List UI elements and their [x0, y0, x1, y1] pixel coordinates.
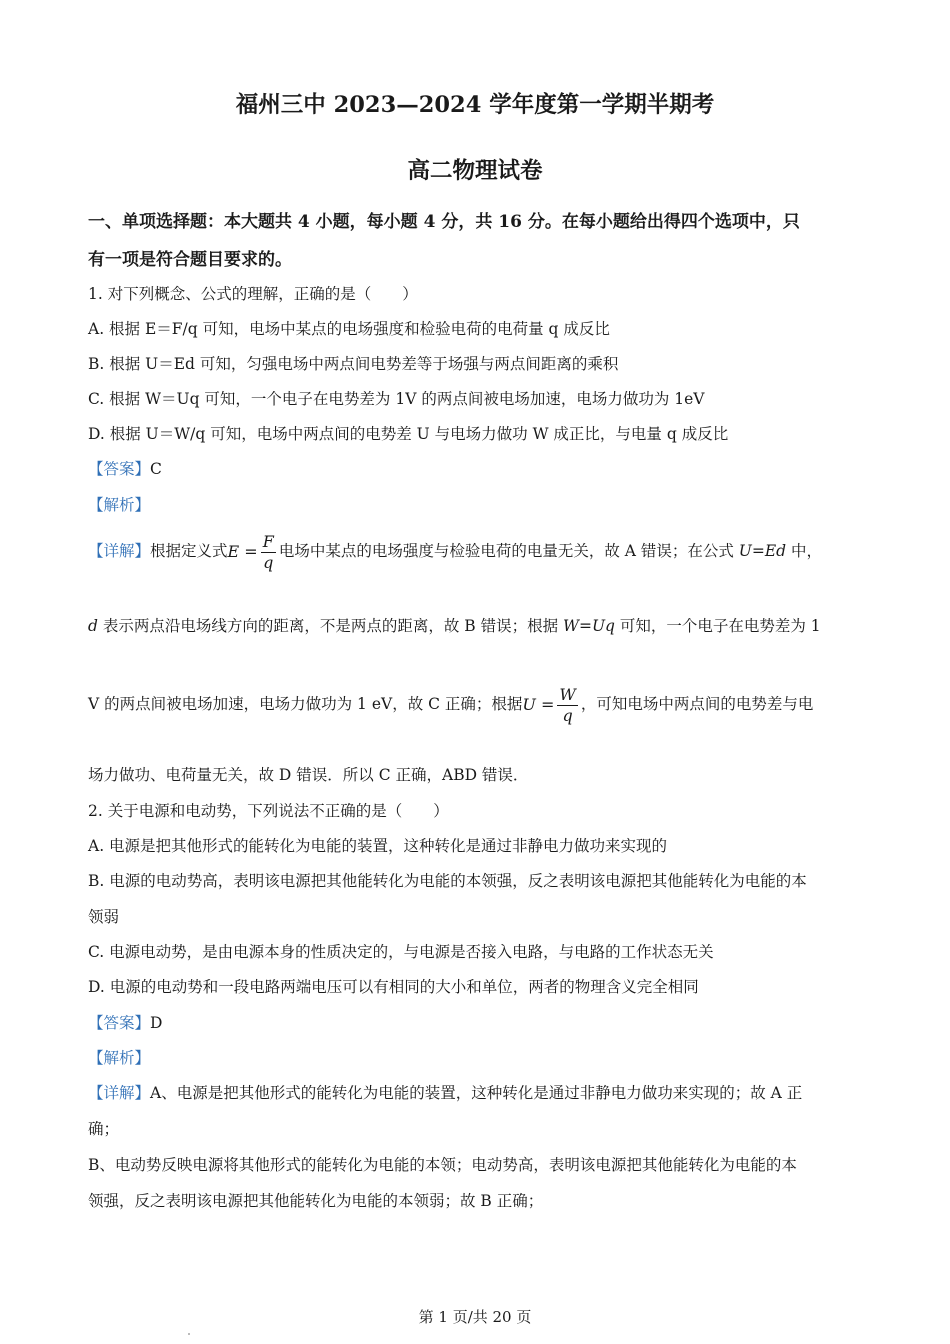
- formula-denominator: q: [263, 552, 274, 572]
- footer-mark: [188, 1333, 190, 1335]
- formula-denominator: q: [562, 705, 573, 725]
- q1-answer: [88, 458, 162, 480]
- formula-inline: d: [88, 617, 98, 635]
- formula-lhs: E =: [227, 542, 258, 561]
- section-heading-line1: 一、单项选择题：本大题共 4 小题，每小题 4 分，共 16 分。在每小题给出得四个选项中，只: [88, 212, 800, 232]
- detail-tag: 【详解】: [88, 1084, 151, 1102]
- answer-value: C: [150, 460, 162, 478]
- q2-detail-line2: 确；: [88, 1120, 120, 1138]
- q2-option-b-line2: 领弱: [88, 908, 120, 926]
- q2-analysis-tag: 【解析】: [88, 1049, 151, 1067]
- q2-detail-line4: 领强，反之表明该电源把其他能转化为电能的本领弱；故 B 正确；: [88, 1192, 544, 1210]
- formula-numerator: F: [262, 531, 274, 551]
- q1-detail-line2: [88, 615, 821, 637]
- q2-detail-line1: [88, 1082, 802, 1104]
- q2-answer: [88, 1012, 162, 1034]
- detail-text: 中，: [786, 542, 823, 560]
- detail-text: A、电源是把其他形式的能转化为电能的装置，这种转化是通过非静电力做功来实现的；故 A 正: [150, 1084, 803, 1102]
- exam-subtitle: 高二物理试卷: [407, 158, 543, 184]
- detail-text: ，可知电场中两点间的电势差与电: [580, 695, 814, 713]
- exam-title: 福州三中 2023—2024 学年度第一学期半期考: [235, 92, 715, 118]
- q1-detail-line3: [88, 683, 813, 726]
- q1-option-a: A. 根据 E＝F/q 可知，电场中某点的电场强度和检验电荷的电荷量 q 成反比: [88, 320, 610, 338]
- q2-stem: 2. 关于电源和电动势，下列说法不正确的是（ ）: [88, 802, 449, 820]
- formula-lhs: U =: [522, 695, 555, 714]
- detail-text: 根据定义式: [150, 542, 228, 560]
- q2-option-b-line1: B. 电源的电动势高，表明该电源把其他能转化为电能的本领强，反之表明该电源把其他能转化为电能的本: [88, 872, 807, 890]
- q1-option-b: B. 根据 U＝Ed 可知，匀强电场中两点间电势差等于场强与两点间距离的乘积: [88, 355, 619, 373]
- formula-inline: U=Ed: [738, 542, 787, 560]
- detail-tag: 【详解】: [88, 542, 151, 560]
- section-heading-line2: 有一项是符合题目要求的。: [88, 250, 292, 270]
- q1-detail-line4: 场力做功、电荷量无关，故 D 错误．所以 C 正确，ABD 错误．: [88, 766, 529, 784]
- detail-text: 可知，一个电子在电势差为 1: [614, 617, 821, 635]
- detail-text: V 的两点间被电场加速，电场力做功为 1 eV，故 C 正确；根据: [88, 695, 523, 713]
- formula-fraction: [557, 685, 577, 726]
- answer-tag: 【答案】: [88, 1014, 151, 1032]
- answer-value: D: [150, 1014, 163, 1032]
- q1-stem: 1. 对下列概念、公式的理解，正确的是（ ）: [88, 285, 418, 303]
- q1-analysis-tag: 【解析】: [88, 496, 151, 514]
- q2-detail-line3: B、电动势反映电源将其他形式的能转化为电能的本领；电动势高，表明该电源把其他能转化为电能的本: [88, 1156, 797, 1174]
- detail-text: 表示两点沿电场线方向的距离，不是两点的距离，故 B 错误；根据: [97, 617, 564, 635]
- formula-fraction: [261, 532, 276, 573]
- answer-tag: 【答案】: [88, 460, 151, 478]
- q1-option-d: D. 根据 U＝W/q 可知，电场中两点间的电势差 U 与电场力做功 W 成正比，与电量 q 成反比: [88, 425, 729, 443]
- q1-detail-line1: [88, 530, 822, 573]
- formula-numerator: W: [559, 684, 576, 704]
- q2-option-a: A. 电源是把其他形式的能转化为电能的装置，这种转化是通过非静电力做功来实现的: [88, 837, 668, 855]
- q2-option-d: D. 电源的电动势和一段电路两端电压可以有相同的大小和单位，两者的物理含义完全相同: [88, 978, 699, 996]
- q1-option-c: C. 根据 W＝Uq 可知，一个电子在电势差为 1V 的两点间被电场加速，电场力做功为 1eV: [88, 390, 705, 408]
- detail-text: 电场中某点的电场强度与检验电荷的电量无关，故 A 错误；在公式: [278, 542, 739, 560]
- formula-inline: W=Uq: [563, 617, 615, 635]
- q2-option-c: C. 电源电动势，是由电源本身的性质决定的，与电源是否接入电路，与电路的工作状态无关: [88, 943, 714, 961]
- page-footer: 第 1 页/共 20 页: [418, 1308, 532, 1326]
